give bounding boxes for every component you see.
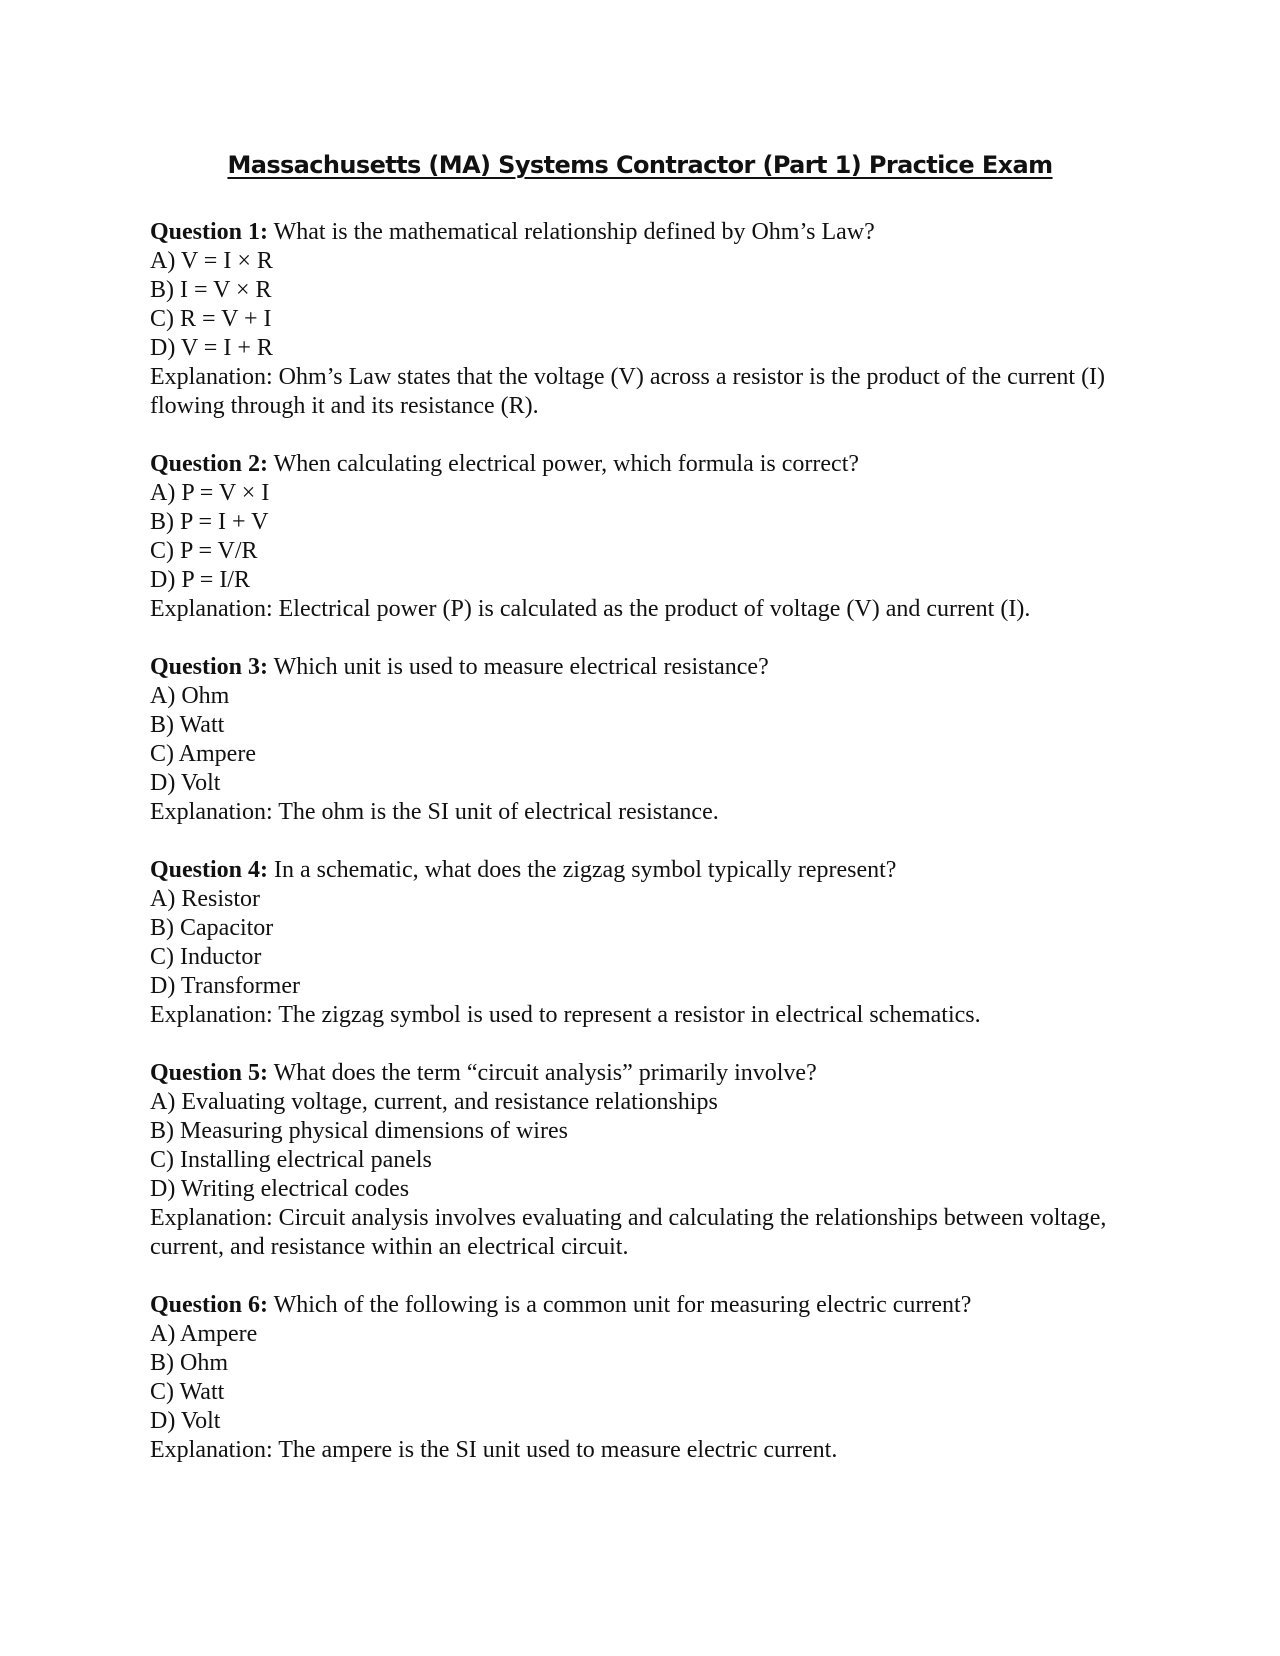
explanation: Explanation: The ampere is the SI unit used to measure electric current.	[150, 1437, 838, 1463]
question-stem	[150, 218, 1150, 247]
question-3	[150, 653, 1150, 827]
question-2	[150, 450, 1150, 624]
question-text: What is the mathematical relationship defined by Ohm’s Law?	[273, 219, 875, 245]
question-stem	[150, 1059, 1150, 1088]
answer-option: D) P = I/R	[150, 567, 250, 593]
explanation: Explanation: Ohm’s Law states that the voltage (V) across a resistor is the product of the current (I) flowing through it and its resistance (R).	[150, 364, 1106, 419]
question-text: In a schematic, what does the zigzag symbol typically represent?	[274, 857, 897, 883]
answer-option: C) R = V + I	[150, 306, 272, 332]
question-text: Which unit is used to measure electrical resistance?	[273, 654, 769, 680]
question-label: Question 6:	[150, 1292, 269, 1318]
answer-option: A) Ampere	[150, 1321, 258, 1347]
explanation: Explanation: The zigzag symbol is used to represent a resistor in electrical schematics.	[150, 1002, 981, 1028]
questions-list	[150, 218, 1150, 1494]
question-6	[150, 1291, 1150, 1465]
answer-option: C) Installing electrical panels	[150, 1147, 432, 1173]
page-title	[0, 150, 1280, 180]
question-stem	[150, 450, 1150, 479]
question-label: Question 2:	[150, 451, 269, 477]
question-label: Question 1:	[150, 219, 269, 245]
question-stem	[150, 1291, 1150, 1320]
question-text: What does the term “circuit analysis” primarily involve?	[273, 1060, 817, 1086]
question-5	[150, 1059, 1150, 1262]
answer-option: D) Writing electrical codes	[150, 1176, 410, 1202]
page-title-text: Massachusetts (MA) Systems Contractor (Part 1) Practice Exam	[227, 151, 1053, 179]
question-text: When calculating electrical power, which formula is correct?	[273, 451, 860, 477]
explanation: Explanation: Electrical power (P) is calculated as the product of voltage (V) and current (I).	[150, 596, 1031, 622]
answer-option: A) P = V × I	[150, 480, 270, 506]
question-4	[150, 856, 1150, 1030]
answer-option: C) P = V/R	[150, 538, 258, 564]
answer-option: D) Volt	[150, 770, 221, 796]
question-stem	[150, 856, 1150, 885]
answer-option: B) Watt	[150, 712, 225, 738]
answer-option: D) Volt	[150, 1408, 221, 1434]
answer-option: B) P = I + V	[150, 509, 269, 535]
explanation: Explanation: The ohm is the SI unit of electrical resistance.	[150, 799, 719, 825]
answer-option: B) I = V × R	[150, 277, 272, 303]
question-stem	[150, 653, 1150, 682]
question-label: Question 5:	[150, 1060, 269, 1086]
answer-option: A) Resistor	[150, 886, 260, 912]
answer-option: D) Transformer	[150, 973, 300, 999]
question-label: Question 4:	[150, 857, 269, 883]
answer-option: B) Capacitor	[150, 915, 274, 941]
answer-option: A) V = I × R	[150, 248, 273, 274]
explanation: Explanation: Circuit analysis involves evaluating and calculating the relationships between voltage, current, and resistance within an electrical circuit.	[150, 1205, 1107, 1260]
answer-option: B) Ohm	[150, 1350, 228, 1376]
answer-option: C) Ampere	[150, 741, 256, 767]
question-text: Which of the following is a common unit for measuring electric current?	[273, 1292, 972, 1318]
answer-option: C) Inductor	[150, 944, 262, 970]
answer-option: D) V = I + R	[150, 335, 273, 361]
answer-option: B) Measuring physical dimensions of wires	[150, 1118, 568, 1144]
question-label: Question 3:	[150, 654, 269, 680]
answer-option: A) Ohm	[150, 683, 230, 709]
answer-option: C) Watt	[150, 1379, 225, 1405]
question-1	[150, 218, 1150, 421]
answer-option: A) Evaluating voltage, current, and resistance relationships	[150, 1089, 718, 1115]
